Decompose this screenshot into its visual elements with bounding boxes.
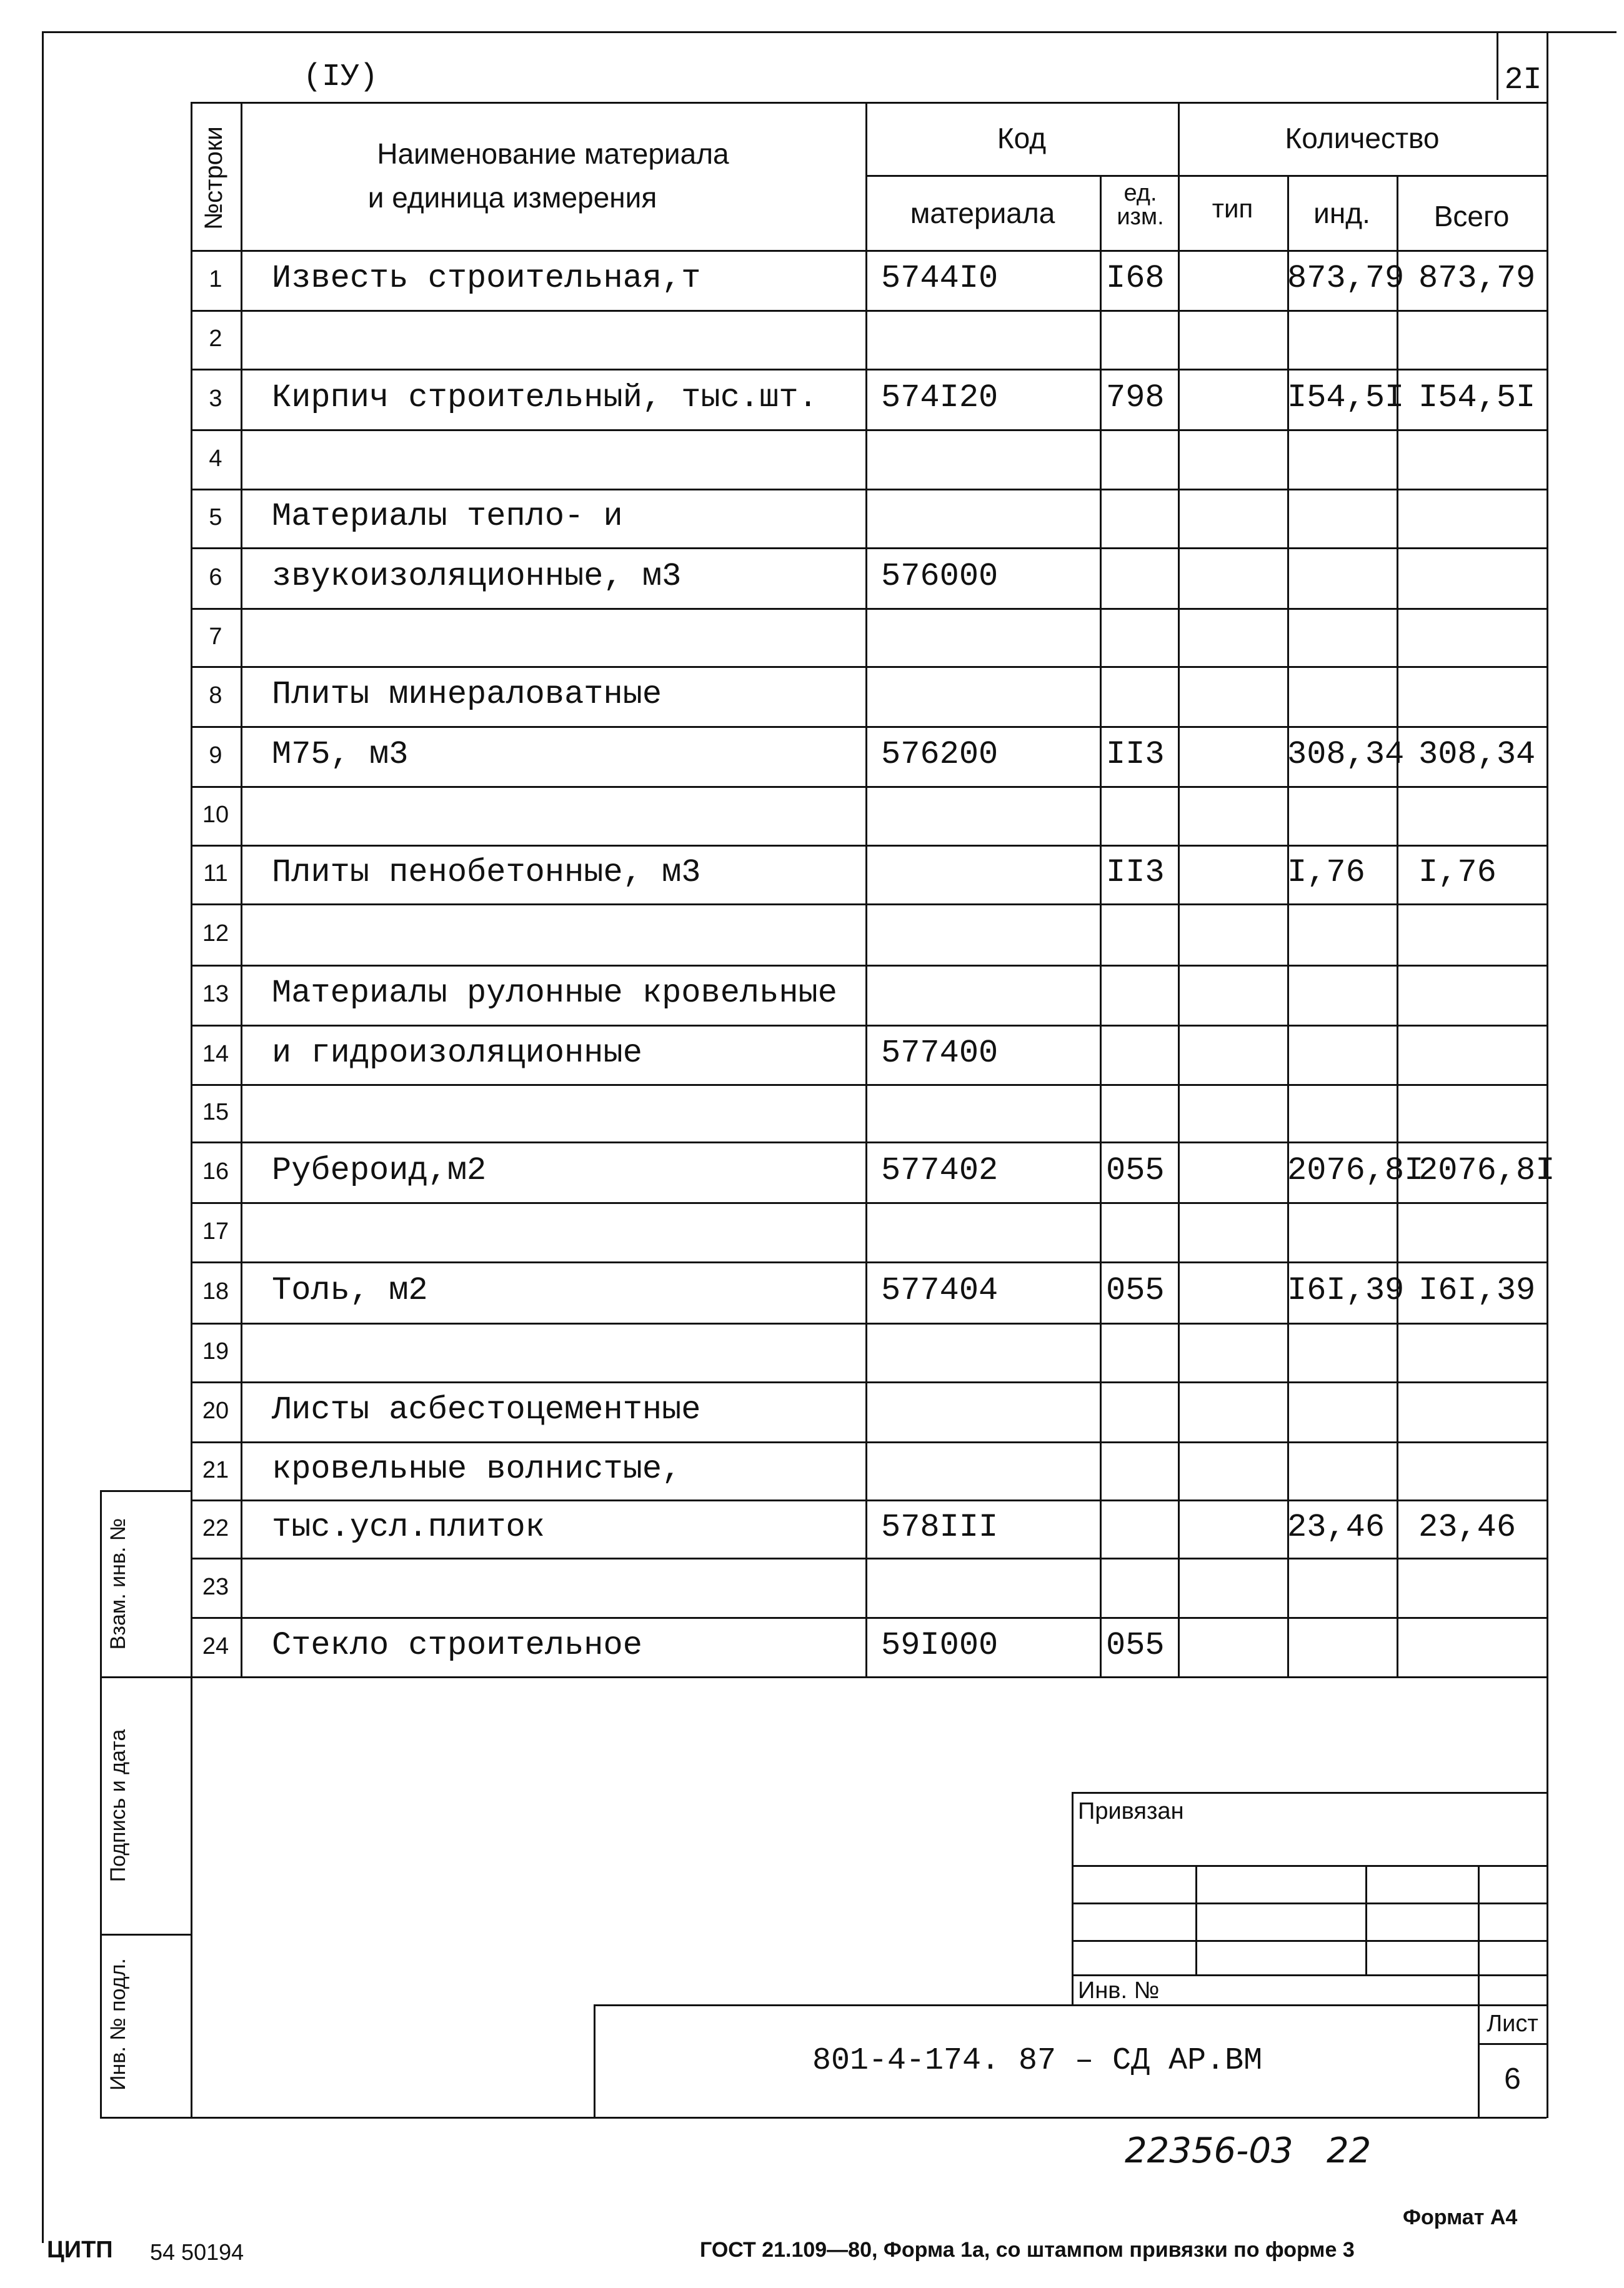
header-bottom-line: [191, 250, 1547, 252]
material-code: 574I20: [881, 379, 999, 416]
row-line: [191, 1025, 1547, 1027]
row-number: 8: [209, 682, 222, 709]
sheet-divider: [1478, 2043, 1547, 2045]
qty-ind: 2076,8I: [1287, 1151, 1424, 1189]
qty-ind: I54,5I: [1287, 379, 1405, 416]
row-line: [191, 965, 1547, 967]
header-code-unit: ед. изм.: [1117, 180, 1164, 230]
page-number: 2I: [1504, 62, 1542, 98]
material-name: тыс.усл.плиток: [272, 1508, 545, 1546]
frame-left-border: [42, 31, 44, 2243]
row-line: [191, 489, 1547, 490]
material-name: Плиты пенобетонные, м3: [272, 854, 701, 891]
side-inv-podl: Инв. № подл.: [106, 1958, 130, 2091]
row-line: [191, 310, 1547, 312]
material-name: Материалы рулонные кровельные: [272, 975, 837, 1012]
side-line-top: [100, 1490, 191, 1492]
stamp-sheet-value: 6: [1504, 2062, 1521, 2096]
col-line-unit: [1178, 102, 1180, 1676]
material-name: М75, м3: [272, 736, 409, 773]
header-qty-total: Всего: [1433, 200, 1510, 232]
title-block-top: [594, 2004, 1547, 2006]
material-name: звукоизоляционные, м3: [272, 557, 682, 595]
row-line: [191, 1676, 1547, 1678]
row-line: [191, 786, 1547, 788]
row-line: [191, 1500, 1547, 1501]
stamp-sheet-label: Лист: [1487, 2011, 1538, 2037]
material-name: Листы асбестоцементные: [272, 1391, 701, 1428]
material-name: и гидроизоляционные: [272, 1034, 642, 1072]
material-code: 577400: [881, 1034, 999, 1072]
row-number: 24: [202, 1633, 229, 1659]
row-number: 16: [202, 1158, 229, 1185]
header-name-line1: Наименование материала: [377, 137, 729, 170]
row-line: [191, 1202, 1547, 1204]
material-name: Толь, м2: [272, 1272, 428, 1309]
qty-total: 2076,8I: [1418, 1151, 1555, 1189]
side-line-left: [100, 1490, 102, 2118]
material-name: Известь строительная,т: [272, 260, 701, 297]
unit-code: 055: [1106, 1151, 1165, 1189]
material-name: Стекло строительное: [272, 1626, 642, 1664]
row-line: [191, 1261, 1547, 1263]
row-number: 7: [209, 623, 222, 650]
page-num-box-divider: [1497, 31, 1498, 100]
qty-total: 308,34: [1418, 736, 1536, 773]
material-name: Материалы тепло- и: [272, 498, 623, 535]
unit-code: II3: [1106, 736, 1165, 773]
material-code: 576000: [881, 557, 999, 595]
qty-ind: I,76: [1287, 854, 1365, 891]
qty-ind: I6I,39: [1287, 1272, 1405, 1309]
row-number: 20: [202, 1398, 229, 1424]
subheader-line: [865, 175, 1547, 177]
side-line-1: [100, 1676, 191, 1678]
stamp-inv-no: Инв. №: [1078, 1977, 1160, 2004]
material-code: 578III: [881, 1508, 999, 1546]
row-line: [191, 429, 1547, 431]
col-line-code: [1100, 175, 1102, 1676]
stamp-top-line: [1072, 1792, 1547, 1794]
row-number: 2: [209, 326, 222, 352]
row-line: [191, 1084, 1547, 1086]
row-number: 17: [202, 1218, 229, 1245]
row-line: [191, 369, 1547, 371]
qty-total: I54,5I: [1418, 379, 1536, 416]
row-number: 18: [202, 1278, 229, 1305]
table-top-line: [191, 102, 1547, 104]
row-number: 23: [202, 1573, 229, 1600]
handwritten-number: 22356-03 22: [1125, 2131, 1372, 2171]
unit-code: 055: [1106, 1626, 1165, 1664]
footer-order-no: 54 50194: [150, 2239, 244, 2265]
header-row-number: №строки: [200, 126, 227, 230]
unit-code: II3: [1106, 854, 1165, 891]
frame-right-border: [1547, 31, 1548, 2118]
row-number: 10: [202, 802, 229, 828]
header-qty-ind: инд.: [1313, 197, 1370, 229]
unit-code: 798: [1106, 379, 1165, 416]
row-line: [191, 1558, 1547, 1559]
stamp-designation: 801-4-174. 87 – СД АР.ВМ: [812, 2043, 1263, 2079]
title-block-left: [594, 2004, 595, 2117]
row-line: [191, 547, 1547, 549]
stamp-privyazan: Привязан: [1078, 1798, 1184, 1824]
row-line: [191, 1617, 1547, 1619]
row-line: [191, 666, 1547, 668]
unit-code: I68: [1106, 260, 1165, 297]
col-line-num: [241, 102, 242, 1676]
row-line: [191, 1381, 1547, 1383]
material-code: 577402: [881, 1151, 999, 1189]
header-code-material: материала: [910, 197, 1055, 229]
material-code: 576200: [881, 736, 999, 773]
row-number: 4: [209, 445, 222, 472]
material-name: кровельные волнистые,: [272, 1450, 682, 1488]
row-number: 19: [202, 1338, 229, 1365]
row-line: [191, 903, 1547, 905]
footer-gost: ГОСТ 21.109—80, Форма 1а, со штампом привязки по форме 3: [700, 2238, 1355, 2262]
side-vzam-inv: Взам. инв. №: [106, 1518, 130, 1650]
row-number: 11: [203, 860, 228, 887]
frame-top-border: [42, 31, 1617, 33]
header-quantity: Количество: [1285, 122, 1440, 154]
row-number: 15: [202, 1099, 229, 1125]
stamp-v1: [1195, 1865, 1197, 1974]
stamp-v2: [1365, 1865, 1367, 1974]
footer-format: Формат А4: [1403, 2206, 1518, 2229]
stamp-line-b: [1072, 1903, 1547, 1904]
qty-total: 23,46: [1418, 1508, 1517, 1546]
material-name: Рубероид,м2: [272, 1151, 487, 1189]
row-line: [191, 726, 1547, 728]
qty-total: I6I,39: [1418, 1272, 1536, 1309]
row-number: 14: [202, 1040, 229, 1067]
material-code: 577404: [881, 1272, 999, 1309]
side-line-bottom: [100, 2117, 1547, 2119]
stamp-line-d: [1072, 1974, 1547, 1976]
stamp-left-line: [1072, 1792, 1074, 2004]
qty-total: 873,79: [1418, 260, 1536, 297]
material-code: 5744I0: [881, 260, 999, 297]
header-code: Код: [997, 122, 1047, 154]
row-line: [191, 845, 1547, 847]
section-label: (IУ): [303, 59, 379, 95]
unit-code: 055: [1106, 1272, 1165, 1309]
side-podpis-data: Подпись и дата: [106, 1729, 130, 1883]
row-number: 21: [202, 1456, 229, 1483]
qty-ind: 873,79: [1287, 260, 1405, 297]
col-line-name: [865, 102, 867, 1676]
footer-cityp: ЦИТП: [47, 2237, 113, 2263]
row-number: 3: [209, 385, 222, 412]
qty-ind: 308,34: [1287, 736, 1405, 773]
header-name-line2: и единица измерения: [367, 181, 657, 214]
row-number: 9: [209, 742, 222, 768]
row-number: 6: [209, 564, 222, 590]
stamp-line-c: [1072, 1940, 1547, 1942]
qty-ind: 23,46: [1287, 1508, 1385, 1546]
header-qty-type: тип: [1212, 194, 1253, 223]
material-name: Кирпич строительный, тыс.шт.: [272, 379, 818, 416]
material-code: 59I000: [881, 1626, 999, 1664]
row-number: 22: [202, 1515, 229, 1541]
stamp-line-a: [1072, 1865, 1547, 1867]
row-number: 13: [202, 981, 229, 1007]
row-line: [191, 1323, 1547, 1325]
row-number: 1: [209, 266, 222, 292]
row-number: 5: [209, 504, 222, 530]
row-line: [191, 1441, 1547, 1443]
material-name: Плиты минераловатные: [272, 676, 662, 713]
qty-total: I,76: [1418, 854, 1497, 891]
row-line: [191, 1142, 1547, 1143]
row-line: [191, 608, 1547, 610]
row-number: 12: [202, 920, 229, 947]
